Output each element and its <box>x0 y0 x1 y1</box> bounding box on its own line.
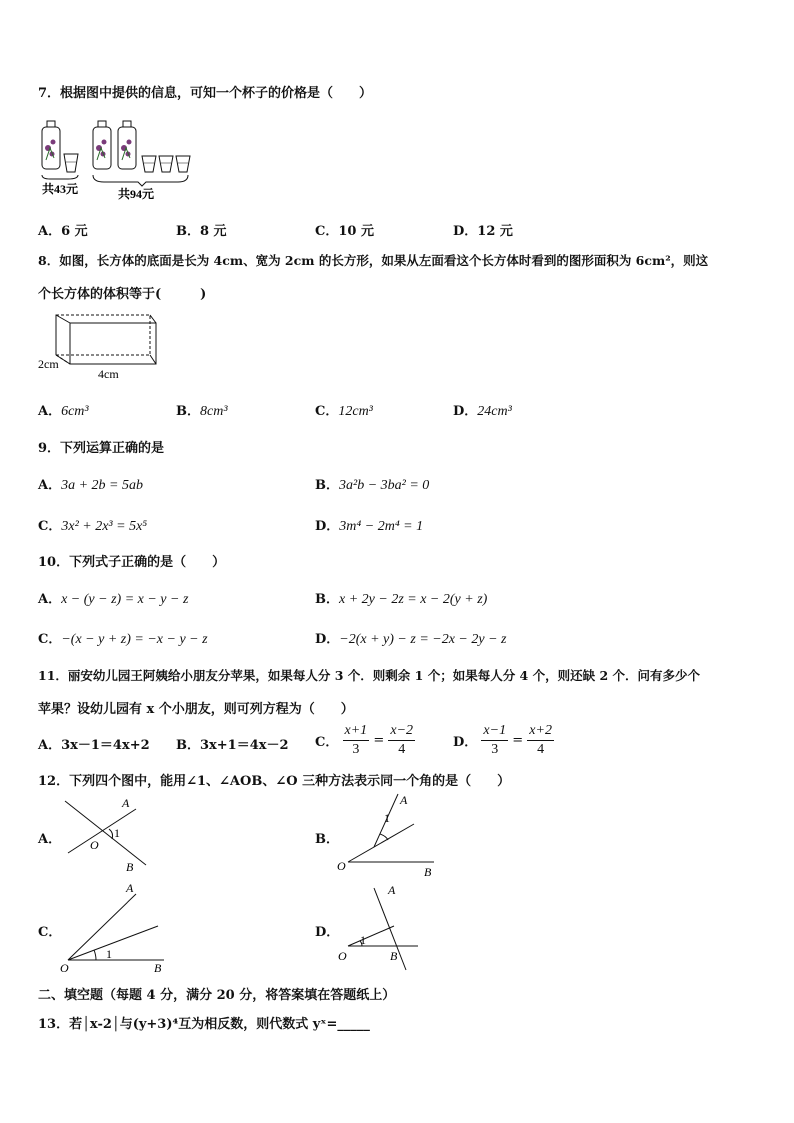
svg-text:1: 1 <box>106 947 112 961</box>
q9-option-a[interactable]: A．3a + 2b = 5ab <box>38 478 143 493</box>
svg-text:O: O <box>60 961 69 975</box>
q11-option-d[interactable]: D． $\frac{x-1}{3}$ = $\frac{x+2}{4}$ <box>453 723 552 757</box>
q7-option-c[interactable]: C．10 元 <box>315 224 374 239</box>
svg-text:B: B <box>390 949 398 963</box>
q10-option-c[interactable]: C．−(x − y + z) = −x − y − z <box>38 632 208 647</box>
q12-figure-a <box>60 793 160 875</box>
q9-option-d[interactable]: D．3m⁴ − 2m⁴ = 1 <box>315 519 424 534</box>
q7-figure <box>38 118 198 202</box>
q9-option-c[interactable]: C．3x² + 2x³ = 5x⁵ <box>38 519 148 534</box>
section-2-title: 二、填空题（每题 4 分，满分 20 分，将答案填在答题纸上） <box>38 988 396 1003</box>
q12-option-b-letter[interactable]: B． <box>315 832 339 847</box>
q10-stem: 10．下列式子正确的是（ ） <box>38 555 226 570</box>
q7-option-b[interactable]: B．8 元 <box>176 224 227 239</box>
thermos-icon <box>93 121 111 169</box>
q7-stem: 7．根据图中提供的信息，可知一个杯子的价格是（ ） <box>38 86 373 101</box>
q12-figure-b <box>334 790 444 880</box>
fraction: $\frac{x-2}{4}$ <box>390 723 414 757</box>
svg-text:A: A <box>122 796 130 810</box>
q10-option-a[interactable]: A．x − (y − z) = x − y − z <box>38 592 189 607</box>
q10-option-b[interactable]: B．x + 2y − 2z = x − 2(y + z) <box>315 592 488 607</box>
cup-icon <box>64 154 78 172</box>
q7-option-d[interactable]: D．12 元 <box>453 224 513 239</box>
q8-length-label: 4cm <box>98 367 119 381</box>
q7-left-caption: 共43元 <box>42 182 79 196</box>
q12-figure-d <box>334 880 424 972</box>
svg-text:1: 1 <box>114 826 120 840</box>
fraction: $\frac{x+1}{3}$ <box>344 723 368 757</box>
q7-right-caption: 共94元 <box>118 187 155 201</box>
q9-stem: 9．下列运算正确的是 <box>38 441 165 456</box>
q7-option-a[interactable]: A．6 元 <box>38 224 88 239</box>
q8-option-a[interactable]: A．6cm³ <box>38 404 89 419</box>
svg-text:A: A <box>388 883 396 897</box>
q8-stem-line1: 8．如图，长方体的底面是长为 4cm、宽为 2cm 的长方形，如果从左面看这个长方体时看到的图形面积为 6cm²，则这 <box>38 253 709 268</box>
svg-text:1: 1 <box>360 933 366 947</box>
cup-icon <box>142 156 156 172</box>
q12-figure-c <box>60 880 172 976</box>
q12-option-d-letter[interactable]: D． <box>315 925 340 940</box>
q10-option-d[interactable]: D．−2(x + y) − z = −2x − 2y − z <box>315 632 507 647</box>
q13-stem: 13．若│x-2│与(y+3)⁴互为相反数，则代数式 yˣ=_____ <box>38 1017 370 1032</box>
q11-option-b[interactable]: B．3x+1＝4x－2 <box>176 738 289 753</box>
q11-stem-line2: 苹果？设幼儿园有 x 个小朋友，则可列方程为（ ） <box>38 702 354 717</box>
svg-text:A: A <box>126 881 134 895</box>
q12-option-a-letter[interactable]: A． <box>38 832 62 847</box>
svg-text:O: O <box>337 859 346 873</box>
cup-icon <box>159 156 173 172</box>
svg-text:B: B <box>424 865 432 879</box>
q8-option-d[interactable]: D．24cm³ <box>453 404 512 419</box>
svg-text:B: B <box>154 961 162 975</box>
q8-option-c[interactable]: C．12cm³ <box>315 404 373 419</box>
q11-option-a[interactable]: A．3x－1＝4x+2 <box>38 738 150 753</box>
q8-cuboid-figure <box>36 310 166 382</box>
svg-text:O: O <box>90 838 99 852</box>
q8-width-label: 2cm <box>38 357 59 371</box>
q9-option-b[interactable]: B．3a²b − 3ba² = 0 <box>315 478 430 493</box>
q8-stem-line2: 个长方体的体积等于( ) <box>38 287 207 302</box>
svg-text:O: O <box>338 949 347 963</box>
q12-stem: 12．下列四个图中，能用∠1、∠AOB、∠O 三种方法表示同一个角的是（ ） <box>38 774 511 789</box>
svg-text:1: 1 <box>384 811 390 825</box>
q8-option-b[interactable]: B．8cm³ <box>176 404 228 419</box>
svg-text:B: B <box>126 860 134 874</box>
svg-text:A: A <box>400 793 408 807</box>
thermos-icon <box>42 121 60 169</box>
thermos-icon <box>118 121 136 169</box>
q11-option-c[interactable]: C． $\frac{x+1}{3}$ = $\frac{x-2}{4}$ <box>315 723 414 757</box>
cup-icon <box>176 156 190 172</box>
q11-stem-line1: 11．丽安幼儿园王阿姨给小朋友分苹果，如果每人分 3 个．则剩余 1 个；如果每人分 4 个，则还缺 2 个．问有多少个 <box>38 668 701 683</box>
fraction: $\frac{x+2}{4}$ <box>529 723 552 757</box>
fraction: $\frac{x-1}{3}$ <box>483 723 507 757</box>
q12-option-c-letter[interactable]: C． <box>38 925 62 940</box>
